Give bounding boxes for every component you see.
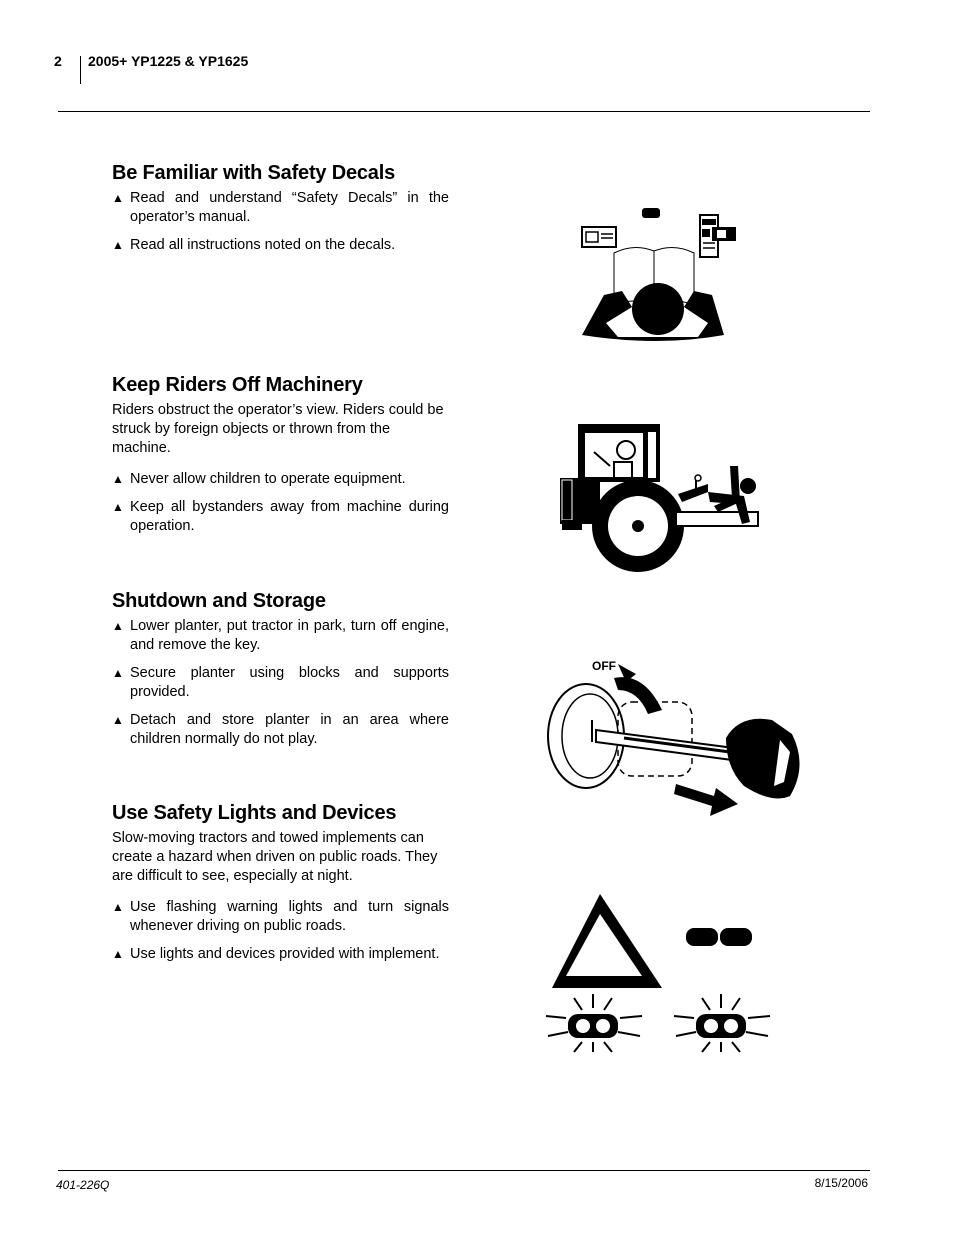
list-item: ▲ Keep all bystanders away from machine during operation. bbox=[112, 499, 449, 534]
bullet-triangle-icon: ▲ bbox=[112, 947, 124, 961]
document-number: 401-226Q bbox=[56, 1178, 110, 1192]
section-intro: Riders obstruct the operator’s view. Riders could be struck by foreign objects or thrown from the machine. bbox=[112, 402, 444, 456]
bullet-triangle-icon: ▲ bbox=[112, 900, 124, 914]
bullet-list bbox=[112, 898, 449, 964]
section-safety-lights bbox=[112, 802, 449, 973]
list-item: ▲ Never allow children to operate equipment. bbox=[112, 471, 406, 487]
page-number: 2 bbox=[54, 53, 62, 69]
top-rule bbox=[58, 111, 870, 112]
warning-lights-icon bbox=[542, 892, 778, 1054]
flashing-light-icon bbox=[674, 994, 770, 1052]
bullet-triangle-icon: ▲ bbox=[112, 619, 124, 633]
section-keep-riders-off bbox=[112, 374, 449, 545]
list-item: ▲ Read and understand “Safety Decals” in the operator’s manual. bbox=[112, 190, 449, 225]
section-safety-decals bbox=[112, 162, 449, 264]
bottom-rule bbox=[58, 1170, 870, 1171]
header-divider bbox=[80, 56, 81, 84]
section-heading: Use Safety Lights and Devices bbox=[112, 802, 397, 824]
document-date: 8/15/2006 bbox=[814, 1176, 868, 1190]
person-reading-manual-icon bbox=[578, 205, 753, 347]
bullet-list bbox=[112, 470, 449, 536]
section-heading: Shutdown and Storage bbox=[112, 590, 326, 612]
off-label: OFF bbox=[592, 659, 616, 673]
bullet-triangle-icon: ▲ bbox=[112, 191, 124, 205]
bullet-list bbox=[112, 617, 449, 749]
section-intro: Slow-moving tractors and towed implements can create a hazard when driven on public roads. They are difficult to see, especially at night. bbox=[112, 830, 438, 884]
bullet-triangle-icon: ▲ bbox=[112, 666, 124, 680]
list-item: ▲ Detach and store planter in an area where children normally do not play. bbox=[112, 712, 449, 747]
flashing-light-icon bbox=[546, 994, 642, 1052]
bullet-list bbox=[112, 189, 449, 255]
list-item: ▲ Use flashing warning lights and turn signals whenever driving on public roads. bbox=[112, 899, 449, 934]
bullet-triangle-icon: ▲ bbox=[112, 713, 124, 727]
document-title: 2005+ YP1225 & YP1625 bbox=[88, 53, 249, 69]
list-item: ▲ Read all instructions noted on the decals. bbox=[112, 237, 396, 253]
ignition-key-icon bbox=[544, 656, 806, 818]
list-item: ▲ Use lights and devices provided with implement. bbox=[112, 946, 440, 962]
bullet-triangle-icon: ▲ bbox=[112, 238, 124, 252]
bullet-triangle-icon: ▲ bbox=[112, 472, 124, 486]
list-item: ▲ Secure planter using blocks and supports provided. bbox=[112, 665, 449, 700]
list-item: ▲ Lower planter, put tractor in park, turn off engine, and remove the key. bbox=[112, 618, 449, 653]
section-shutdown-storage bbox=[112, 590, 449, 758]
tractor-rider-icon bbox=[558, 422, 762, 576]
section-heading: Keep Riders Off Machinery bbox=[112, 374, 363, 396]
bullet-triangle-icon: ▲ bbox=[112, 500, 124, 514]
section-heading: Be Familiar with Safety Decals bbox=[112, 162, 396, 184]
